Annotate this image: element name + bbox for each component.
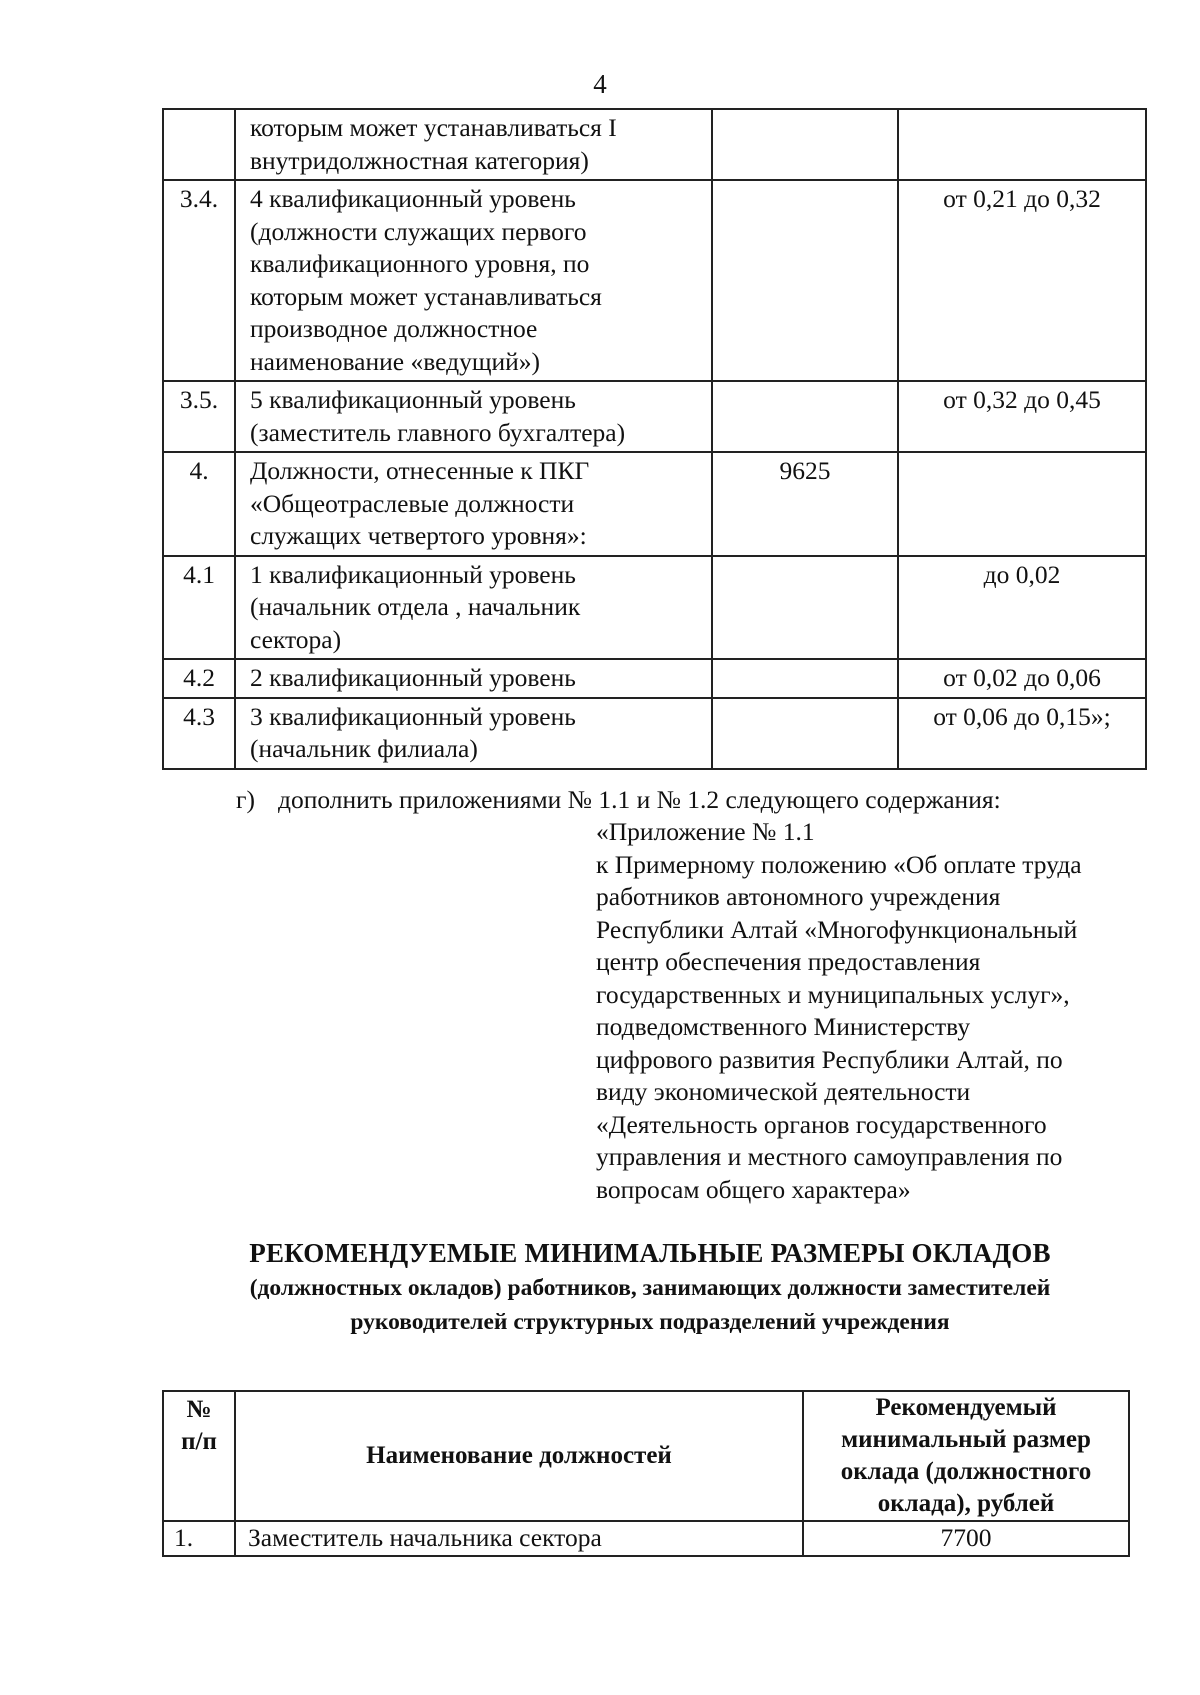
row-num: 4.2 <box>163 659 235 698</box>
table-row <box>163 1521 1129 1556</box>
appendix-line: «Деятельность органов государственного <box>596 1109 1047 1139</box>
document-subtitle-line-2: руководителей структурных подразделений учреждения <box>350 1309 950 1335</box>
row-num: 3.4. <box>163 180 235 381</box>
row-coefficient <box>898 109 1146 180</box>
header-salary-line: Рекомендуемый <box>875 1394 1057 1421</box>
row-name-line: наименование «ведущий») <box>250 346 540 376</box>
appendix-line: виду экономической деятельности <box>596 1077 971 1106</box>
row-name-line: служащих четвертого уровня»: <box>250 521 587 550</box>
row-num <box>163 109 235 180</box>
row-base-salary <box>712 381 898 452</box>
salary-table-header <box>163 1391 1129 1521</box>
row-name-line: 4 квалификационный уровень <box>250 184 576 213</box>
appendix-line: работников автономного учреждения <box>596 882 1001 911</box>
header-salary-line: минимальный размер <box>841 1426 1091 1453</box>
row-name-line: 5 квалификационный уровень <box>250 385 576 414</box>
table-row <box>163 109 1146 180</box>
appendix-line: управления и местного самоуправления по <box>596 1142 1063 1171</box>
row-name-line: 1 квалификационный уровень <box>250 559 576 589</box>
row-position-name <box>235 180 712 381</box>
header-num-line: № <box>186 1396 212 1423</box>
row-num: 4.3 <box>163 698 235 769</box>
row-name-line: 2 квалификационный уровень <box>250 663 576 692</box>
appendix-line: вопросам общего характера» <box>596 1174 911 1204</box>
header-salary-line: оклада), рублей <box>877 1490 1055 1517</box>
table-row <box>163 381 1146 452</box>
document-title: РЕКОМЕНДУЕМЫЕ МИНИМАЛЬНЫЕ РАЗМЕРЫ ОКЛАДОВ <box>249 1238 1051 1268</box>
row-base-salary <box>712 109 898 180</box>
salary-table <box>162 1390 1130 1557</box>
row-num: 4. <box>163 452 235 556</box>
row-position-name <box>235 556 712 660</box>
row-name-line: которым может устанавливаться <box>250 281 602 311</box>
table-row <box>163 659 1146 698</box>
header-salary-line: оклада (должностного <box>840 1458 1092 1485</box>
row-name-line: Должности, отнесенные к ПКГ <box>250 456 590 485</box>
header-name: Наименование должностей <box>235 1391 803 1521</box>
row-name-line: «Общеотраслевые должности <box>250 488 575 518</box>
header-num <box>163 1391 235 1521</box>
header-num-line: п/п <box>181 1428 217 1455</box>
row-position-name <box>235 659 712 698</box>
row-base-salary <box>712 556 898 660</box>
row-name-line: (должности служащих первого <box>250 216 587 246</box>
row-base-salary <box>712 180 898 381</box>
header-salary <box>803 1391 1129 1521</box>
appendix-line: центр обеспечения предоставления <box>596 947 981 976</box>
appendix-line: подведомственного Министерству <box>596 1012 971 1041</box>
appendix-line: Республики Алтай «Многофункциональный <box>596 914 1078 944</box>
row-coefficient: от 0,21 до 0,32 <box>898 180 1146 381</box>
table-row <box>163 452 1146 556</box>
row-position-name <box>235 109 712 180</box>
row-base-salary: 9625 <box>712 452 898 556</box>
row-name-line: сектора) <box>250 624 342 654</box>
appendix-line: государственных и муниципальных услуг», <box>596 979 1070 1009</box>
row-position-name: Заместитель начальника сектора <box>235 1521 803 1556</box>
row-num: 1. <box>163 1521 235 1556</box>
appendix-line: к Примерному положению «Об оплате труда <box>596 849 1082 879</box>
row-base-salary <box>712 698 898 769</box>
table-row <box>163 556 1146 660</box>
row-num: 3.5. <box>163 381 235 452</box>
appendix-line: «Приложение № 1.1 <box>596 817 815 846</box>
qualification-table <box>162 108 1147 770</box>
page-number: 4 <box>593 69 607 99</box>
row-name-line: 3 квалификационный уровень <box>250 701 576 731</box>
amendment-item-g <box>236 784 1001 817</box>
row-position-name <box>235 381 712 452</box>
row-coefficient: от 0,02 до 0,06 <box>898 659 1146 698</box>
document-subtitle-line-1: (должностных окладов) работников, занимающих должности заместителей <box>249 1275 1051 1301</box>
row-coefficient: от 0,06 до 0,15»; <box>898 698 1146 769</box>
row-name-line: внутридолжностная категория) <box>250 145 589 175</box>
appendix-line: цифрового развития Республики Алтай, по <box>596 1044 1063 1074</box>
table-row <box>163 180 1146 381</box>
row-name-line: (начальник филиала) <box>250 734 478 763</box>
row-position-name <box>235 452 712 556</box>
row-name-line: которым может устанавливаться I <box>250 113 617 142</box>
row-num: 4.1 <box>163 556 235 660</box>
row-name-line: производное должностное <box>250 314 538 343</box>
row-position-name <box>235 698 712 769</box>
item-letter: г) <box>236 785 255 814</box>
row-coefficient: от 0,32 до 0,45 <box>898 381 1146 452</box>
row-name-line: (заместитель главного бухгалтера) <box>250 417 626 447</box>
row-coefficient <box>898 452 1146 556</box>
item-text: дополнить приложениями № 1.1 и № 1.2 следующего содержания: <box>278 785 1001 814</box>
table-row <box>163 698 1146 769</box>
row-base-salary <box>712 659 898 698</box>
row-coefficient: до 0,02 <box>898 556 1146 660</box>
row-name-line: (начальник отдела , начальник <box>250 592 581 621</box>
row-salary: 7700 <box>803 1521 1129 1556</box>
row-name-line: квалификационного уровня, по <box>250 249 590 278</box>
appendix-caption <box>596 816 1156 1206</box>
